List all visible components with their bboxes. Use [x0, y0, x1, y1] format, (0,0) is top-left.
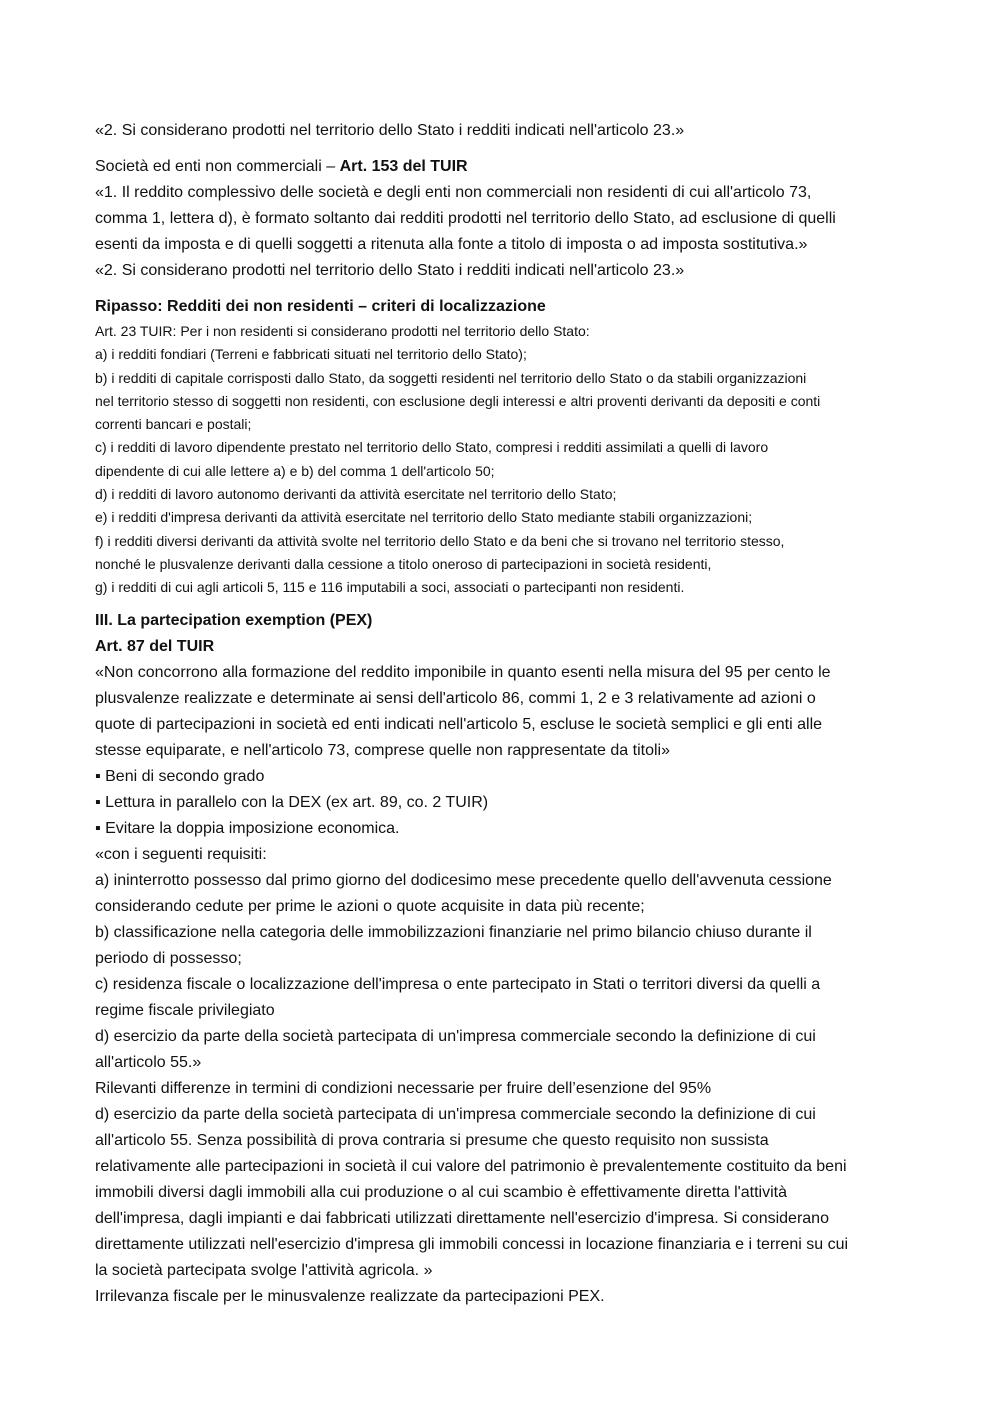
- text-line: regime fiscale privilegiato: [95, 1001, 275, 1019]
- text-line: «1. Il reddito complessivo delle società e degli enti non commerciali non residenti di cui all'articolo 73,: [95, 184, 812, 201]
- text-line: quote di partecipazioni in società ed enti indicati nell'articolo 5, escluse le società semplici e gli enti alle: [95, 715, 823, 733]
- text-line: considerando cedute per prime le azioni o quote acquisite in data più recente;: [95, 897, 645, 915]
- text-line: esenti da imposta e di quelli soggetti a ritenuta alla fonte a titolo di imposta o ad imposta sostitutiva.»: [95, 236, 808, 253]
- text-line: plusvalenze realizzate e determinate ai sensi dell'articolo 86, commi 1, 2 e 3 relativamente ad azioni o: [95, 689, 816, 707]
- bullet-item: ▪ Evitare la doppia imposizione economica.: [95, 819, 400, 837]
- text-line: dipendente di cui alle lettere a) e b) del comma 1 dell'articolo 50;: [95, 462, 495, 479]
- text-line: Irrilevanza fiscale per le minusvalenze realizzate da partecipazioni PEX.: [95, 1287, 605, 1305]
- text-line: la società partecipata svolge l'attività agricola. »: [95, 1261, 433, 1279]
- bullet-item: ▪ Lettura in parallelo con la DEX (ex art. 89, co. 2 TUIR): [95, 793, 489, 811]
- text-line: all'articolo 55.»: [95, 1053, 202, 1071]
- text-line: Rilevanti differenze in termini di condizioni necessarie per fruire dell’esenzione del 95%: [95, 1079, 712, 1097]
- text-line: d) esercizio da parte della società partecipata di un'impresa commerciale secondo la definizione di cui: [95, 1105, 816, 1123]
- text-line: correnti bancari e postali;: [95, 416, 252, 433]
- text-line: relativamente alle partecipazioni in società il cui valore del patrimonio è prevalentemente costituito da beni: [95, 1157, 847, 1175]
- art153-text: [95, 180, 915, 284]
- text-line: immobili diversi dagli immobili alla cui produzione o al cui scambio è effettivamente diretta l'attività: [95, 1183, 787, 1201]
- text-line: direttamente utilizzati nell'esercizio d'impresa gli immobili concessi in locazione finanziaria e i terreni su cui: [95, 1235, 849, 1253]
- text-line: «2. Si considerano prodotti nel territorio dello Stato i redditi indicati nell'articolo 23.»: [95, 262, 685, 279]
- text-line: «con i seguenti requisiti:: [95, 845, 267, 863]
- pex-text: [95, 660, 915, 1310]
- text-line: d) esercizio da parte della società partecipata di un'impresa commerciale secondo la definizione di cui: [95, 1027, 816, 1045]
- bullet-item: ▪ Beni di secondo grado: [95, 767, 265, 785]
- text-line: stesse equiparate, e nell'articolo 73, comprese quelle non rappresentate da titoli»: [95, 741, 670, 759]
- text-line: a) i redditi fondiari (Terreni e fabbricati situati nel territorio dello Stato);: [95, 346, 527, 363]
- section-heading-pex: III. La partecipation exemption (PEX): [95, 611, 373, 629]
- subheading-art87: Art. 87 del TUIR: [95, 637, 215, 655]
- text-line: b) i redditi di capitale corrisposti dallo Stato, da soggetti residenti nel territorio dello Stato o da stabili organizzazioni: [95, 369, 807, 386]
- text-line: all'articolo 55. Senza possibilità di prova contraria si presume che questo requisito non sussista: [95, 1131, 769, 1149]
- text-line: dell'impresa, dagli impianti e dai fabbricati utilizzati direttamente nell'esercizio d'impresa. Si considerano: [95, 1209, 829, 1227]
- paragraph-art23-comma2: «2. Si considerano prodotti nel territorio dello Stato i redditi indicati nell'articolo 23.»: [95, 122, 685, 139]
- text-line: Art. 23 TUIR: Per i non residenti si considerano prodotti nel territorio dello Stato:: [95, 323, 590, 339]
- text-line: a) ininterrotto possesso dal primo giorno del dodicesimo mese precedente quello dell'avvenuta cessione: [95, 871, 832, 889]
- text-line: comma 1, lettera d), è formato soltanto dai redditi prodotti nel territorio dello Stato, ad esclusione di quelli: [95, 210, 836, 227]
- ripasso-text: [95, 320, 915, 600]
- document-page: [95, 118, 915, 1310]
- text-line: e) i redditi d'impresa derivanti da attività esercitate nel territorio dello Stato mediante stabili organizzazioni;: [95, 509, 753, 526]
- text-line: d) i redditi di lavoro autonomo derivanti da attività esercitate nel territorio dello Stato;: [95, 486, 617, 503]
- text-line: f) i redditi diversi derivanti da attività svolte nel territorio dello Stato e da beni che si trovano nel territorio stesso,: [95, 532, 785, 549]
- heading-bold-text: Art. 153 del TUIR: [339, 158, 468, 175]
- section-heading-art153: [95, 154, 915, 180]
- heading-plain-text: Società ed enti non commerciali –: [95, 158, 340, 175]
- text-line: c) residenza fiscale o localizzazione dell'impresa o ente partecipato in Stati o territori diversi da quelli a: [95, 975, 821, 993]
- text-line: «Non concorrono alla formazione del reddito imponibile in quanto esenti nella misura del 95 per cento le: [95, 663, 831, 681]
- text-line: c) i redditi di lavoro dipendente prestato nel territorio dello Stato, compresi i redditi assimilati a quelli di lavoro: [95, 439, 769, 456]
- text-line: g) i redditi di cui agli articoli 5, 115 e 116 imputabili a soci, associati o partecipanti non residenti.: [95, 579, 685, 596]
- text-line: periodo di possesso;: [95, 949, 242, 967]
- section-heading-ripasso: Ripasso: Redditi dei non residenti – criteri di localizzazione: [95, 298, 546, 315]
- text-line: b) classificazione nella categoria delle immobilizzazioni finanziarie nel primo bilancio chiuso durante il: [95, 923, 812, 941]
- text-line: nonché le plusvalenze derivanti dalla cessione a titolo oneroso di partecipazioni in società residenti,: [95, 555, 712, 572]
- text-line: nel territorio stesso di soggetti non residenti, con esclusione degli interessi e altri proventi derivanti da depositi e conti: [95, 392, 821, 409]
